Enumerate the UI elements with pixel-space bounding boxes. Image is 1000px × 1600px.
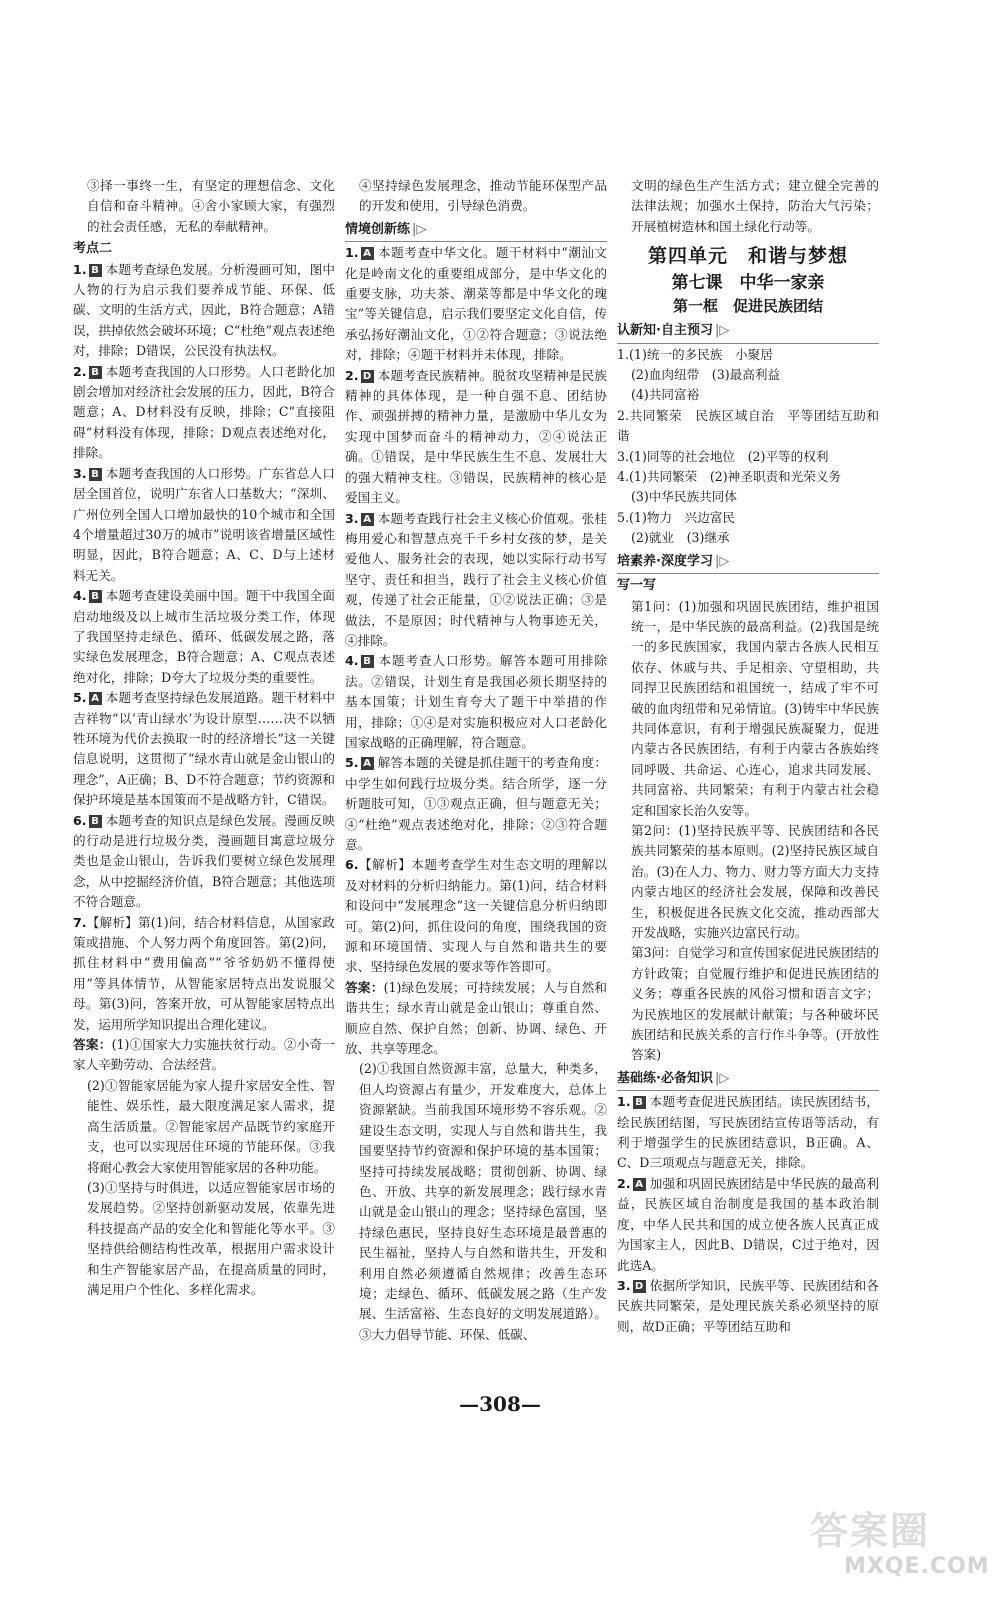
double-chevron-icon: |▷ [412,221,427,237]
preview-line: 4.(1)共同繁荣 (2)神圣职责和光荣义务 [617,469,842,485]
explanation-text: 本题考查我国的人口形势。人口老龄化加剧会增加对经济社会发展的压力，因此，B符合题意；A、D材料没有反映，排除；C“直接阻碍”材料没有体现，排除；D观点表述绝对化，排除。 [73,363,335,461]
question-number: 1. [73,261,87,277]
answer-item-1 [617,1092,879,1174]
answer-letter-box: B [89,468,102,481]
preview-line: (3)中华民族共同体 [631,489,737,505]
answer-text: (1)绿色发展；可持续发展；人与自然和谐共生；绿水青山就是金山银山；尊重自然、顺应自然、保护自然；创新、协调、绿色、开放、共享等理念。 [345,979,608,1057]
explanation-text: 本题考查我国的人口形势。广东省总人口居全国首位，说明广东省人口基数大；“深圳、广州位列全国人口增加最快的10个城市和全国4个增量超过30万的城市”说明该省增量区域性明显，因此，B符合题意；A、C、D与上述材料无关。 [73,465,335,583]
explanation-text: 本题考查践行社会主义核心价值观。张桂梅用爱心和智慧点亮千千乡村女孩的梦，是关爱他人、服务社会的表现，她以实际行动书写坚守、责任和担当，践行了社会主义核心价值观，传递了社会正能量，①②说法正确；③是做法，不是原因；时代精神与人物事迹无关，④排除。 [345,510,607,648]
watermark-text-bottom: MXQE.COM [844,1554,990,1579]
explanation-text: 本题考查促进民族团结。读民族团结书，绘民族团结图，写民族团结宣传语等活动，有利于增强学生的民族团结意识，B正确。A、C、D三项观点与题意无关，排除。 [617,1094,879,1171]
answer-part-2: (2)①智能家居能为家人提升家居安全性、智能性、娱乐性，最大限度满足家人需求，提高生活质量。②智能家居产品既节约家庭开支，也可以实现居住环境的节能环保。③我将耐心教会大家使用智能家居的各种功能。 [87,1077,335,1175]
ribbon-label: 培素养·深度学习 [617,553,713,569]
explanation-text: 本题考查中华文化。题干材料中“潮汕文化是岭南文化的重要组成部分，是中华文化的重要支脉，功夫茶、潮菜等都是中华文化的瑰宝”等关键信息，启示我们要坚定文化自信，传承弘扬好潮汕文化，①②符合题意；③说法绝对，排除；④题干材料并未体现，排除。 [345,245,607,363]
question-number: 5. [73,690,87,706]
page-number: —308— [459,1392,541,1416]
answer-item-2 [345,366,607,509]
question-number: 7. [73,914,87,930]
answer-letter-box: B [633,1096,646,1109]
preview-line: 1.(1)统一的多民族 小聚居 [617,346,773,362]
question-number: 6. [73,812,87,828]
unit-title: 第四单元 和谐与梦想 [647,245,848,268]
answer-letter-box: A [633,1178,646,1191]
preview-line: 5.(1)物力 兴边富民 [617,509,736,525]
explanation-text: 本题考查人口形势。解答本题可用排除法。②错误，计划生育是我国必须长期坚持的基本国策；计划生育夸大了题干中举措的作用，排除；①④是对实施积极应对人口老龄化国家战略的正确理解，符合题意。 [345,653,607,750]
preview-line: 3.(1)同等的社会地位 (2)平等的权利 [617,448,829,464]
answer-letter-box: A [361,757,374,770]
explanation-text: 解答本题的关键是抓住题干的考查角度：中学生如何践行垃圾分类。结合所学，逐一分析题肢可知，①③观点正确，但与题意无关；④“杜绝”观点表述绝对化，排除；②③符合题意。 [345,755,607,852]
explanation-text: 【解析】本题考查学生对生态文明的理解以及对材料的分析归纳能力。第(1)问，结合材料和设问中“发展理念”这一关键信息分析归纳即可。第(2)问，抓住设问的角度，围绕我国的资源和环境国情、实现人与自然和谐共生的要求、坚持绿色发展的要求等作答即可。 [345,857,607,975]
answer-text: (1)①国家大力实施扶贫行动。②小奇一家人辛勤劳动、合法经营。 [73,1037,336,1073]
watermark-logo [810,1500,990,1590]
answer-label: 答案： [73,1037,112,1053]
section-title: 第一框 促进民族团结 [672,297,823,316]
question-number: 3. [345,510,359,526]
column-middle [345,176,607,1345]
intro-paragraph: 文明的绿色生产生活方式；建立健全完善的法律法规；加强水土保持，防治大气污染；开展植树造林和国土绿化行动等。 [631,178,879,234]
ribbon-label: 认新知·自主预习 [617,323,713,339]
explanation-text: 本题考查绿色发展。分析漫画可知，图中人物的行为启示我们要养成节能、环保、低碳、文明的生活方式，因此，B符合题意；A错误，拱掉依然会破坏环境；C“杜绝”观点表述绝对，排除；D错误，公民没有执法权。 [73,261,335,359]
question-number: 3. [73,465,87,481]
question-number: 2. [73,363,87,379]
preview-line: (4)共同富裕 [631,387,700,403]
write-label: 写一写 [617,578,657,594]
explanation-text: 加强和巩固民族团结是中华民族的最高利益，民族区域自治制度是我国的基本政治制度，中华人民共和国的成立使各族人民真正成为国家主人，因此B、D错误，C过于绝对，因此选A。 [617,1175,879,1273]
answer-letter-box: B [89,590,102,603]
answer-item-3 [345,509,607,652]
column-right [617,176,879,1337]
answer-item-4 [345,651,607,753]
section-ribbon-basic [617,1069,879,1091]
answer-letter-box: B [89,264,102,277]
answer-item-1 [73,260,335,362]
question-number: 1. [345,245,359,261]
ribbon-label: 情境创新练 [345,221,411,237]
preview-line: (2)就业 (3)继承 [631,530,730,546]
explanation-text: 依据所学知识，民族平等、民族团结和各民族共同繁荣，是处理民族关系必须坚持的原则，故D正确；平等团结互助和 [617,1277,879,1334]
write-paragraph: 第2问：(1)坚持民族平等、民族团结和各民族共同繁荣的基本原则。(2)坚持民族区域自治。(3)在人力、物力、财力等方面大力支持内蒙古地区的经济社会发展，保障和改善民生，积极促进各民族文化交流，推动西部大开发战略，实施兴边富民行动。 [631,822,879,940]
ribbon-label: 基础练·必备知识 [617,1070,713,1086]
answer-item-2 [617,1174,879,1276]
answer-item-5 [73,688,335,810]
answer-block [345,978,607,1060]
answer-item-4 [73,586,335,688]
lesson-title: 第七课 中华一家亲 [671,273,825,294]
answer-letter-box: A [89,692,102,705]
answer-item-3 [73,464,335,586]
watermark-text-top: 答案圈 [810,1509,931,1553]
answer-part-3: (3)①坚持与时俱进，以适应智能家居市场的发展趋势。②坚持创新驱动发展，依靠先进科技提高产品的安全化和智能化等水平。③坚持供给侧结构性改革，根据用户需求设计和生产智能家居产品，在提高质量的同时，满足用户个性化、多样化需求。 [87,1179,335,1297]
answer-letter-box: A [361,247,374,260]
answer-item-7 [73,913,335,1035]
answer-letter-box: D [361,370,374,383]
section-ribbon-deep-learning [617,552,879,574]
answer-letter-box: B [89,366,102,379]
explanation-text: 本题考查坚持绿色发展道路。题干材料中吉祥物“以‘青山绿水’为设计原型……决不以牺牲环境为代价去换取一时的经济增长”这一关键信息说明，这贯彻了“绿水青山就是金山银山的理念”，A正确；B、D不符合题意；节约资源和保护环境是基本国策而不是战略方针，C错误。 [73,690,335,808]
answer-item-6 [73,811,335,913]
question-number: 3. [617,1277,631,1293]
answer-item-6 [345,855,607,977]
intro-paragraph: ④坚持绿色发展理念，推动节能环保型产品的开发和使用，引导绿色消费。 [359,178,607,214]
answer-part-2: (2)①我国自然资源丰富，总量大，种类多，但人均资源占有量少，开发难度大，总体上资源紧缺。当前我国环境形势不容乐观。②建设生态文明，实现人与自然和谐共生，我国要坚持节约资源和保护环境的基本国策；坚持可持续发展战略；贯彻创新、协调、绿色、开放、共享的新发展理念；践行绿水青山就是金山银山的理念；坚持绿色富国，坚持绿色惠民，坚持良好生态环境是最普惠的民生福祉，坚持人与自然和谐共生，开发和利用自然必须遵循自然规律；改善生态环境；走绿色、循环、低碳发展之路（生产发展、生活富裕、生态良好的文明发展道路）。③大力倡导节能、环保、低碳、 [359,1061,607,1342]
question-number: 4. [345,653,359,669]
write-paragraph: 第1问：(1)加强和巩固民族团结，维护祖国统一，是中华民族的最高利益。(2)我国是统一的多民族国家，我国内蒙古各族人民相互依存、休戚与共、手足相亲、守望相助，共同捍卫民族团结和祖国统一，结成了牢不可破的血肉纽带和兄弟情谊。(3)铸牢中华民族共同体意识，有利于增强民族凝聚力，促进内蒙古各民族团结，有利于内蒙古各族始终同呼吸、共命运、心连心，追求共同发展、共同富裕、共同繁荣；有利于内蒙古社会稳定和国家长治久安等。 [631,598,879,818]
answer-label: 答案： [345,979,384,995]
question-number: 5. [345,755,359,771]
question-number: 6. [345,857,359,873]
explanation-text: 本题考查民族精神。脱贫攻坚精神是民族精神的具体体现，是一种自强不息、团结协作、顽强拼搏的精神力量，是激励中华儿女为实现中国梦而奋斗的精神动力，②④说法正确。①错误，是中华民族生生不息、发展壮大的强大精神支柱。③错误，民族精神的核心是爱国主义。 [345,367,607,506]
section-ribbon-preview [617,321,879,343]
answer-block [73,1035,335,1076]
answer-item-3 [617,1276,879,1337]
answer-letter-box: A [361,513,374,526]
preview-line: (2)血肉纽带 (3)最高利益 [631,367,781,383]
double-chevron-icon: |▷ [714,1070,730,1086]
column-left [73,176,335,1300]
explanation-text: 本题考查建设美丽中国。题干中我国全面启动地级及以上城市生活垃圾分类工作，体现了我国坚持走绿色、循环、低碳发展之路，落实绿色发展理念，B符合题意；A、C观点表述绝对化，排除；D夸大了垃圾分类的重要性。 [73,588,335,685]
question-number: 4. [73,588,87,604]
answer-letter-box: B [361,655,374,668]
question-number: 1. [617,1094,631,1110]
answer-item-5 [345,753,607,855]
double-chevron-icon: |▷ [714,323,730,339]
question-number: 2. [617,1175,631,1191]
answer-item-2 [73,362,335,464]
answer-letter-box: B [89,815,102,828]
preview-line: 2.共同繁荣 民族区域自治 平等团结互助和谐 [617,407,879,444]
answer-item-1 [345,243,607,365]
explanation-text: 【解析】第(1)问，结合材料信息，从国家政策或措施、个人努力两个角度回答。第(2)问，抓住材料中“费用偏高”“爷爷奶奶不懂得使用”等具体情节，从智能家居特点出发说服父母。第(3)问，答案开放，可从智能家居特点出发，运用所学知识提出合理化建议。 [73,914,335,1032]
double-chevron-icon: |▷ [714,553,730,569]
section-heading-kaodian-2: 考点二 [73,241,113,257]
section-ribbon-qingjing [345,220,607,242]
write-paragraph: 第3问：自觉学习和宣传国家促进民族团结的方针政策；自觉履行维护和促进民族团结的义务；尊重各民族的风俗习惯和语言文字；为民族地区的发展献计献策；与各种破坏民族团结和民族关系的言行作斗争等。(开放性答案) [631,945,879,1063]
intro-paragraph: ③择一事终一生，有坚定的理想信念、文化自信和奋斗精神。④舍小家顾大家，有强烈的社会责任感，无私的奉献精神。 [87,178,335,234]
answer-letter-box: D [633,1280,646,1293]
question-number: 2. [345,367,359,383]
explanation-text: 本题考查的知识点是绿色发展。漫画反映的行动是进行垃圾分类，漫画题目寓意垃圾分类也是金山银山，告诉我们要树立绿色发展理念，从中挖掘经济价值，B符合题意；其他选项不符合题意。 [73,812,335,910]
